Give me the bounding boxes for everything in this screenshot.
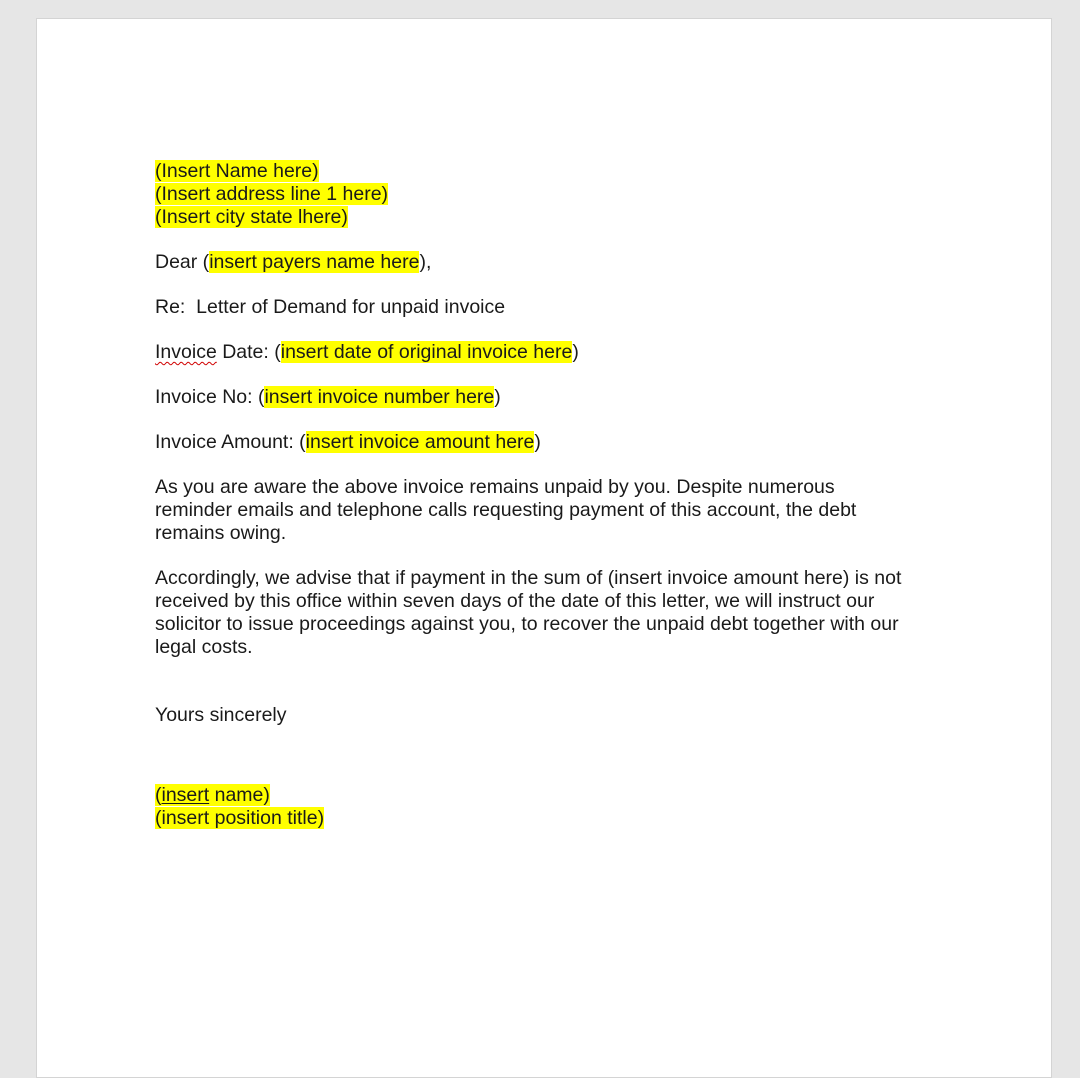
invoice-date-placeholder: insert date of original invoice here <box>280 341 573 363</box>
letter-body[interactable] <box>155 160 955 830</box>
spellcheck-word: Invoice <box>155 341 217 363</box>
signature-insert-word: insert <box>161 784 210 806</box>
invoice-amount-suffix: ) <box>534 431 541 453</box>
salutation <box>155 251 955 274</box>
paragraph-unpaid-notice <box>155 476 955 545</box>
paragraph-line: received by this office within seven days of the date of this letter, we will instruct our <box>155 590 875 612</box>
salutation-prefix: Dear ( <box>155 251 210 273</box>
signature-name-rest: name) <box>209 784 270 806</box>
signature-block <box>155 784 955 830</box>
signature-position-placeholder: (insert position title) <box>155 807 325 829</box>
recipient-city-placeholder: (Insert city state lhere) <box>155 206 348 228</box>
salutation-suffix: ), <box>419 251 432 273</box>
paragraph-line: remains owing. <box>155 522 287 544</box>
paragraph-line: legal costs. <box>155 636 253 658</box>
closing: Yours sincerely <box>155 704 287 726</box>
invoice-number-placeholder: insert invoice number here <box>264 386 495 408</box>
invoice-number-label: Invoice No: ( <box>155 386 265 408</box>
invoice-amount-line <box>155 431 955 454</box>
recipient-name-placeholder: (Insert Name here) <box>155 160 319 182</box>
paragraph-line: As you are aware the above invoice remains unpaid by you. Despite numerous <box>155 476 835 498</box>
payer-name-placeholder: insert payers name here <box>209 251 420 273</box>
paragraph-line: solicitor to issue proceedings against you, to recover the unpaid debt together with our <box>155 613 899 635</box>
paragraph-line: reminder emails and telephone calls requesting payment of this account, the debt <box>155 499 857 521</box>
invoice-amount-label: Invoice Amount: ( <box>155 431 306 453</box>
invoice-date-line <box>155 341 955 364</box>
signature-name-placeholder <box>155 784 270 806</box>
document-page <box>36 18 1052 1078</box>
signature-open-paren: ( <box>155 784 162 806</box>
paragraph-demand-notice <box>155 567 955 659</box>
invoice-date-label: Date: ( <box>216 341 281 363</box>
invoice-date-suffix: ) <box>572 341 579 363</box>
paragraph-line: Accordingly, we advise that if payment in the sum of (insert invoice amount here) is not <box>155 567 902 589</box>
recipient-address <box>155 160 955 229</box>
re-line: Re: Letter of Demand for unpaid invoice <box>155 296 506 318</box>
invoice-number-suffix: ) <box>494 386 501 408</box>
invoice-number-line <box>155 386 955 409</box>
recipient-address-line1-placeholder: (Insert address line 1 here) <box>155 183 389 205</box>
invoice-amount-placeholder: insert invoice amount here <box>305 431 535 453</box>
